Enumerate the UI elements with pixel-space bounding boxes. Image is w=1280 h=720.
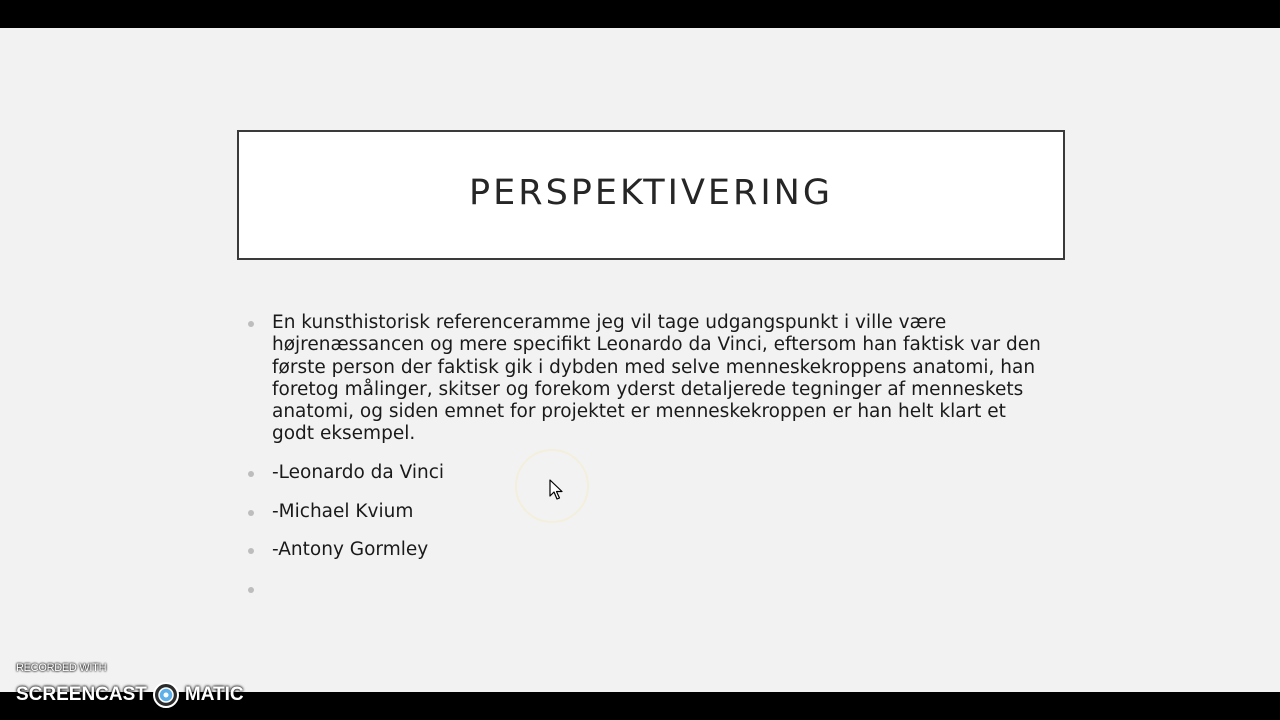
bullet-list xyxy=(248,312,1048,600)
brand-logo xyxy=(16,682,244,708)
bullet-text: -Michael Kvium xyxy=(272,500,414,522)
bullet-text: -Leonardo da Vinci xyxy=(272,461,445,483)
recorded-with-label: RECORDED WITH xyxy=(16,662,107,674)
bullet-dot-icon xyxy=(248,321,254,327)
mouse-pointer-icon xyxy=(549,479,565,501)
bullet-dot-icon xyxy=(248,587,254,593)
slide-title: PERSPEKTIVERING xyxy=(469,173,833,213)
screencast-watermark xyxy=(16,662,246,710)
presentation-slide xyxy=(0,28,1280,692)
bullet-item xyxy=(248,462,1048,484)
title-box xyxy=(237,130,1065,260)
brand-left-text: SCREENCAST xyxy=(16,684,147,705)
bullet-dot-icon xyxy=(248,548,254,554)
brand-right-text: MATIC xyxy=(184,684,244,705)
bullet-item-empty xyxy=(248,578,1048,600)
bullet-dot-icon xyxy=(248,510,254,516)
bullet-dot-icon xyxy=(248,471,254,477)
screencast-o-matic-logo-icon xyxy=(153,682,179,708)
bullet-text: En kunsthistorisk referenceramme jeg vil tage udgangspunkt i ville være højrenæssancen og mere specifikt Leonardo da Vinci, eftersom han faktisk var den første person der faktisk gik i dybden med selve menneskekroppens anatomi, han foretog målinger, skitser og forekom yderst detaljerede tegninger af menneskets anatomi, og siden emnet for projektet er menneskekroppen er han helt klart et godt eksempel. xyxy=(272,312,1041,445)
bullet-item xyxy=(248,312,1048,446)
bullet-text: -Antony Gormley xyxy=(272,539,429,561)
bullet-item xyxy=(248,501,1048,523)
bullet-item xyxy=(248,539,1048,561)
